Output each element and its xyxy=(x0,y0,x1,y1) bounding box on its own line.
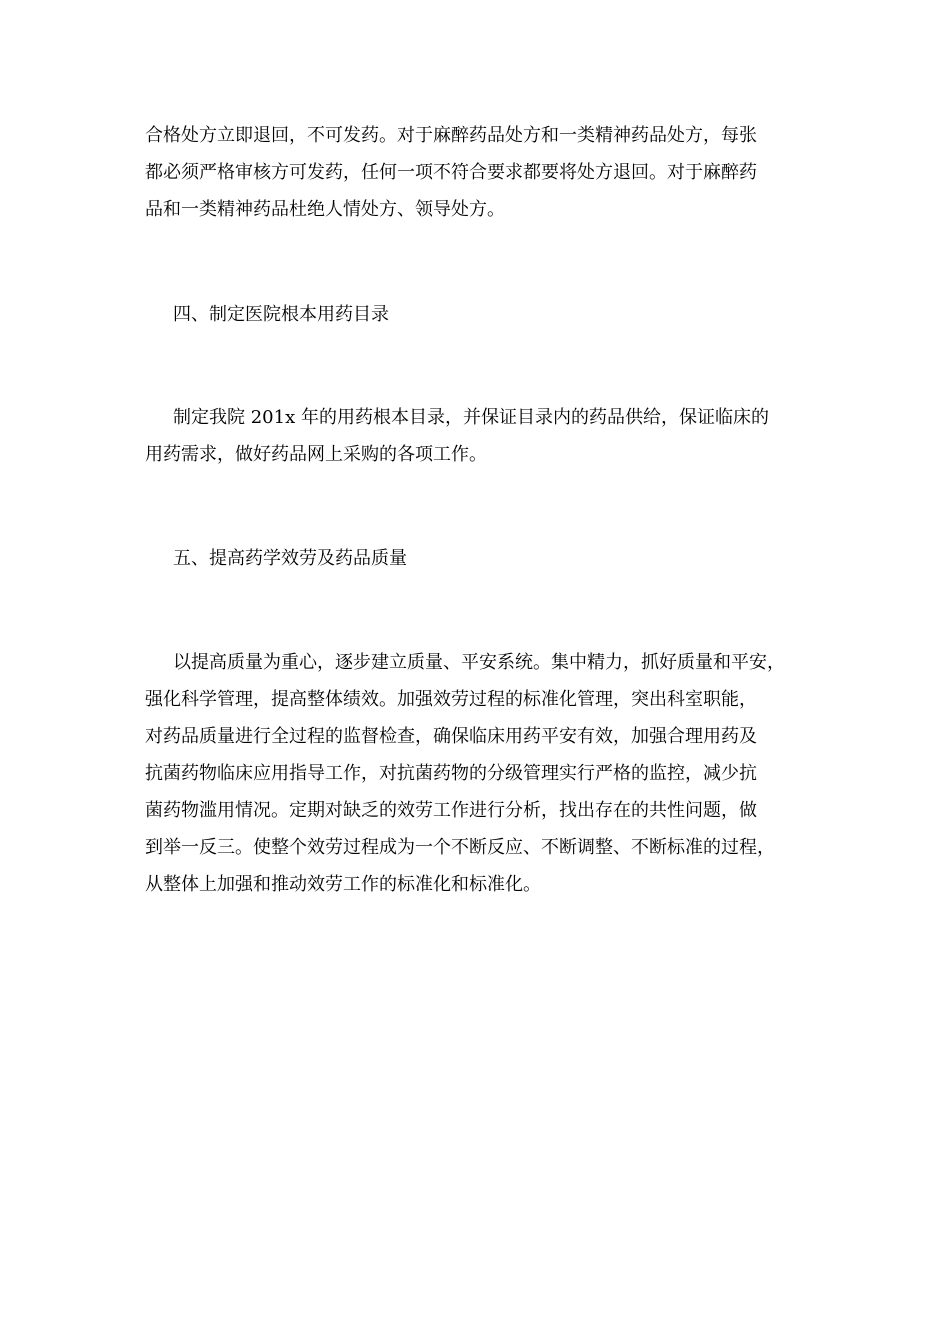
paragraph-line: 菌药物滥用情况。定期对缺乏的效劳工作进行分析，找出存在的共性问题，做 xyxy=(145,800,757,821)
paragraph-line: 制定我院 201x 年的用药根本目录，并保证目录内的药品供给，保证临床的 xyxy=(173,407,769,428)
paragraph-line: 对药品质量进行全过程的监督检查，确保临床用药平安有效，加强合理用药及 xyxy=(145,726,757,747)
paragraph-line: 强化科学管理，提高整体绩效。加强效劳过程的标准化管理，突出科室职能， xyxy=(145,689,757,710)
paragraph-line: 抗菌药物临床应用指导工作，对抗菌药物的分级管理实行严格的监控，减少抗 xyxy=(145,763,757,784)
paragraph-line: 用药需求，做好药品网上采购的各项工作。 xyxy=(145,444,487,465)
paragraph-line: 品和一类精神药品杜绝人情处方、领导处方。 xyxy=(145,199,505,220)
paragraph-line: 到举一反三。使整个效劳过程成为一个不断反应、不断调整、不断标准的过程， xyxy=(145,837,775,858)
paragraph-line: 以提高质量为重心，逐步建立质量、平安系统。集中精力，抓好质量和平安， xyxy=(173,652,785,673)
paragraph-line: 合格处方立即退回，不可发药。对于麻醉药品处方和一类精神药品处方，每张 xyxy=(145,125,757,146)
section-heading: 五、提高药学效劳及药品质量 xyxy=(173,548,407,569)
section-heading: 四、制定医院根本用药目录 xyxy=(173,304,389,325)
paragraph-line: 都必须严格审核方可发药，任何一项不符合要求都要将处方退回。对于麻醉药 xyxy=(145,162,757,183)
paragraph-line: 从整体上加强和推动效劳工作的标准化和标准化。 xyxy=(145,874,541,895)
